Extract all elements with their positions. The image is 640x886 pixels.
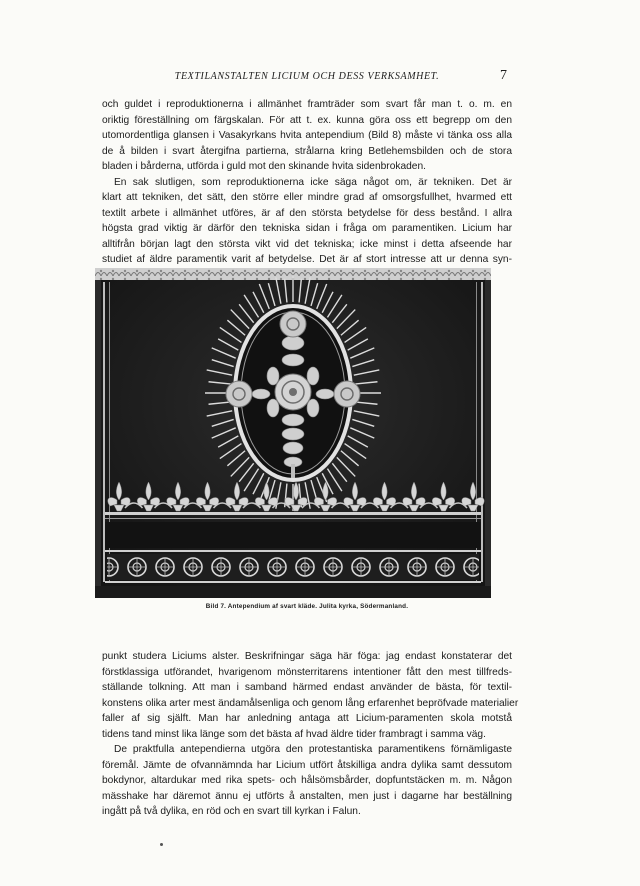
text-line: mässhake har däremot ännu ej utförts å anstalten, men just i dagarne har beställning [102,790,512,802]
figure-caption: Bild 7. Antependium af svart kläde. Julita kyrka, Södermanland. [205,603,409,610]
body-text-top [102,97,512,268]
text-line: högsta grad viktig är därför den tekniska sidan i fråga om paramentiken. Licium har [102,223,512,234]
page-speck [160,843,163,846]
text-line: och guldet i reproduktionerna i allmänhet framträder som svart får man t. o. m. en [102,99,512,110]
body-text-bottom [102,649,519,820]
text-line: de å bilden i svart återgifna partierna, strålarna kring Betlehemsbilden och de stora [102,145,512,157]
text-line: klart att tekniken, det sätt, den större eller mindre grad af omsorgsfullhet, hvarmed ett [102,192,512,203]
antependium-photo [95,268,491,598]
text-line: alltifrån början lagt den största vikt vid det tekniska; icke minst i detta afseende har [102,238,512,250]
text-line: textilt arbete i allmänhet utföres, är af den största betydelse för dess bestånd. I allra [102,207,512,219]
text-line: faller af sig själft. Man har anledning antaga att Licium-paramenten skola motstå [102,713,512,724]
text-line: utomordentliga glansen i Vasakyrkans hvita antependium (Bild 8) måste vi tänka oss alla [102,130,512,141]
text-line: bladen i bårderna, utförda i guld mot den skinande hvita sidenbrokaden. [102,161,426,172]
text-line: tidens tand minst lika länge som det bästa af hvad äldre tider frambragt i samma väg. [102,728,486,740]
text-line: De praktfulla antependierna utgöra den protestantiska paramentikens förnämligaste [114,744,512,755]
text-line: studiet af äldre paramentik varit af betydelse. Det är af stort intresse att ur denna syn- [102,254,512,265]
text-line: En sak slutligen, som reproduktionerna icke säga något om, är tekniken. Det är [114,176,512,188]
text-line: konstens olika arter mest ändamålsenliga och genom lång erfarenhet bepröfvade materialier [102,697,519,709]
text-line: förstklassiga utförandet, hvarigenom mönsterritarens intentioner fått den mest tillfreds- [102,666,512,678]
text-line: ingått på två dylika, en röd och en svart till kyrkan i Falun. [102,806,361,817]
text-line: ställande tolkning. Att man i samband härmed endast använder de bästa, för textil- [102,682,512,693]
text-line: punkt studera Liciums alster. Beskrifningar säga här föga: jag endast konstaterar det [102,651,512,662]
page-number: 7 [500,68,507,83]
running-title: TEXTILANSTALTEN LICIUM OCH DESS VERKSAMHET. [174,71,440,82]
text-line: oriktig föreställning om färgskalan. För att t. ex. kunna göra oss ett begrepp om den [102,114,512,126]
text-line: föremål. Jämte de ofvannämnda har Licium utfört åtskilliga andra dylika samt dessutom [102,759,512,771]
text-line: bokdynor, altardukar med rika spets- och hålsömsbårder, dopfuntstäcken m. m. Någon [102,775,512,786]
